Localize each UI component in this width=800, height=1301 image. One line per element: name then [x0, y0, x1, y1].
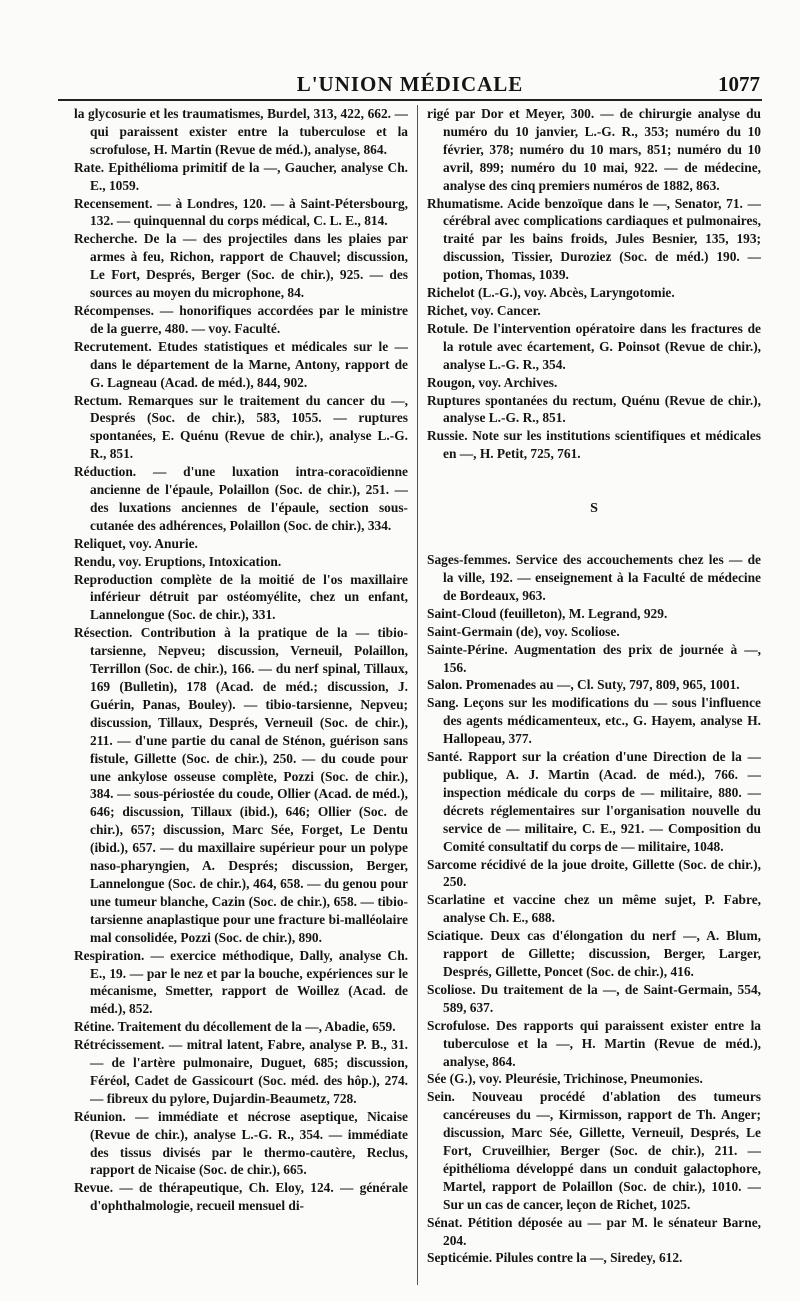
right-column — [427, 105, 761, 1285]
index-entry: Résection. Contribution à la pratique de la — tibio-tarsienne, Nepveu; discussion, Verneuil, Polaillon, Terrillon (Soc. de chir.), 166. — du nerf spinal, Tillaux, 169 (Bulletin), 178 (Acad. de méd.; discussion, J. Guérin, Panas, Bouley). — tibio-tarsienne, Nepveu; discussion, Tillaux, Després, Verneuil (Soc. de chir.), 211. — d'une partie du canal de Sténon, guérison sans fistule, Gillette (Soc. de chir.), 250. — du coude pour une ankylose osseuse complète, Pozzi (Soc. de chir.), 384. — sous-périostée du coude, Ollier (Acad. de méd.), 646; discussion, Tillaux (ibid.), 646; Ollier (Soc. de chir.), 657; discussion, Marc Sée, Forget, Le Dentu (ibid.), 657. — du maxillaire supérieur pour un polype naso-pharyngien, A. Després; discussion, Berger, Lannelongue (Soc. de chir.), 464, 658. — du genou pour une tumeur blanche, Cazin (Soc. de chir.), 658. — tibio-tarsienne anaplastique pour une fracture bi-malléolaire mal consolidée, Pozzi (Soc. de chir.), 890. — [74, 625, 408, 945]
index-entry: la glycosurie et les traumatismes, Burdel, 313, 422, 662. — qui paraissent exister entre la tuberculose et la scrofulose, H. Martin (Revue de méd.), analyse, 864. — [74, 106, 408, 157]
index-entry: Sée (G.), voy. Pleurésie, Trichinose, Pneumonies. — [427, 1071, 703, 1087]
index-entry: Reliquet, voy. Anurie. — [74, 535, 198, 551]
index-entry: Récompenses. — honorifiques accordées par le ministre de la guerre, 480. — voy. Faculté. — [74, 302, 408, 336]
index-entry: Ruptures spontanées du rectum, Quénu (Revue de chir.), analyse L.-G. R., 851. — [427, 392, 761, 426]
index-entry: Rendu, voy. Eruptions, Intoxication. — [74, 553, 282, 569]
index-entry: Saint-Cloud (feuilleton), M. Legrand, 929. — [427, 605, 668, 621]
index-entry: Sénat. Pétition déposée au — par M. le sénateur Barne, 204. — [427, 1214, 761, 1248]
index-entry: Richet, voy. Cancer. — [427, 302, 541, 318]
index-entry: Richelot (L.-G.), voy. Abcès, Laryngotomie. — [427, 285, 675, 301]
index-entry: Rétrécissement. — mitral latent, Fabre, analyse P. B., 31. — de l'artère pulmonaire, Duguet, 685; discussion, Féréol, Cadet de Gassicourt (Soc. méd. des hôp.), 274. — fibreux du pylore, Dujardin-Beaumetz, 728. — [74, 1037, 408, 1106]
index-entry: Russie. Note sur les institutions scientifiques et médicales en —, H. Petit, 725, 761. — [427, 428, 761, 462]
index-entry: rigé par Dor et Meyer, 300. — de chirurgie analyse du numéro du 10 janvier, L.-G. R., 353; numéro du 10 février, 378; numéro du 10 mars, 851; numéro du 10 avril, 899; numéro du 10 mai, 922. — de médecine, analyse des cinq premiers numéros de 1882, 863. — [427, 106, 761, 193]
index-entry: Recrutement. Etudes statistiques et médicales sur le — dans le département de la Marne, Antony, rapport de G. Lagneau (Acad. de méd.), 844, 902. — [74, 338, 408, 390]
index-entry: Saint-Germain (de), voy. Scoliose. — [427, 623, 620, 639]
index-entry: Réunion. — immédiate et nécrose aseptique, Nicaise (Revue de chir.), analyse L.-G. R., 354. — immédiate des tissus divisés par le thermo-cautère, Reclus, rapport de Nicaise (Soc. de chir.), 665. — [74, 1108, 408, 1178]
index-entry: Reproduction complète de la moitié de l'os maxillaire inférieur détruit par ostéomyélite, chez un enfant, Lannelongue (Soc. de chir.), 331. — [74, 571, 408, 623]
header-rule — [58, 99, 762, 101]
index-entry: Rougon, voy. Archives. — [427, 374, 558, 390]
index-entry: Sarcome récidivé de la joue droite, Gillette (Soc. de chir.), 250. — [427, 856, 761, 890]
index-entry: Rhumatisme. Acide benzoïque dans le —, Senator, 71. — cérébral avec complications cardiaques et pulmonaires, traité par les bains froids, Jules Besnier, 135, 193; discussion, Tissier, Duroziez (Soc. de méd.) 190. — potion, Thomas, 1039. — [427, 195, 761, 283]
index-entry: Sages-femmes. Service des accouchements chez les — de la ville, 192. — enseignement à la Faculté de médecine de Bordeaux, 963. — [427, 552, 761, 603]
index-entry: Septicémie. Pilules contre la —, Siredey, 612. — [427, 1250, 683, 1266]
index-entry: Recherche. De la — des projectiles dans les plaies par armes à feu, Richon, rapport de Chauvel; discussion, Le Fort, Després, Berger (Soc. de chir.), 925. — des sources au moyen du microphone, 84. — [74, 231, 408, 301]
left-column — [74, 105, 408, 1285]
index-columns — [74, 105, 764, 1285]
index-entry: Respiration. — exercice méthodique, Dally, analyse Ch. E., 19. — par le nez et par la bouche, expériences sur le mécanisme, Smetter, rapport de Woillez (Acad. de méd.), 852. — [74, 947, 408, 1017]
index-entry: Sein. Nouveau procédé d'ablation des tumeurs cancéreuses du —, Kirmisson, rapport de Th. Anger; discussion, Marc Sée, Gillette, Verneuil, Després, Le Fort, Cruveilhier, Berger (Soc. de chir.), 211. — épithélioma développé dans un conduit galactophore, Martel, rapport de Polaillon (Soc. de chir.), 1010. — Sur un cas de cancer, leçon de Richet, 1025. — [427, 1089, 761, 1212]
section-letter: S — [590, 501, 598, 517]
index-entry: Rectum. Remarques sur le traitement du cancer du —, Després (Soc. de chir.), 583, 1055. — ruptures spontanées, E. Quénu (Revue de chir.), analyse L.-G. R., 851. — [74, 392, 408, 462]
index-entry: Scrofulose. Des rapports qui paraissent exister entre la tuberculose et la —, H. Martin (Revue de méd.), analyse, 864. — [427, 1017, 761, 1069]
page-header — [60, 72, 760, 98]
section-spacer — [427, 527, 761, 551]
index-entry: Santé. Rapport sur la création d'une Direction de la — publique, A. J. Martin (Acad. de méd.), 766. — inspection médicale du corps de — militaire, 880. — décrets réglementaires sur l'organisation nouvelle du service de — militaire, C. E., 921. — Composition du Comité consultatif du corps de — militaire, 1048. — [427, 749, 761, 854]
running-title: L'UNION MÉDICALE — [296, 72, 524, 96]
page-number: 1077 — [718, 72, 760, 96]
index-entry: Revue. — de thérapeutique, Ch. Eloy, 124. — générale d'ophthalmologie, recueil mensuel di- — [74, 1180, 408, 1214]
index-entry: Rétine. Traitement du décollement de la —, Abadie, 659. — [74, 1019, 396, 1035]
column-divider — [417, 105, 418, 1285]
section-spacer — [427, 463, 761, 487]
index-entry: Scarlatine et vaccine chez un même sujet, P. Fabre, analyse Ch. E., 688. — [427, 892, 761, 926]
index-entry: Scoliose. Du traitement de la —, de Saint-Germain, 554, 589, 637. — [427, 981, 761, 1015]
index-entry: Sainte-Périne. Augmentation des prix de journée à —, 156. — [427, 641, 761, 675]
index-entry: Réduction. — d'une luxation intra-coracoïdienne ancienne de l'épaule, Polaillon (Soc. de chir.), 251. — des luxations anciennes de l'épaule, section sous-cutanée des adhérences, Polaillon (Soc. de chir.), 334. — [74, 464, 408, 533]
index-entry: Salon. Promenades au —, Cl. Suty, 797, 809, 965, 1001. — [427, 677, 740, 693]
index-entry: Sciatique. Deux cas d'élongation du nerf —, A. Blum, rapport de Gillette; discussion, Berger, Larger, Després, Gillette, Poncet (Soc. de chir.), 416. — [427, 928, 761, 979]
index-entry: Rotule. De l'intervention opératoire dans les fractures de la rotule avec écartement, G. Poinsot (Revue de chir.), analyse L.-G. R., 354. — [427, 320, 761, 372]
index-entry: Recensement. — à Londres, 120. — à Saint-Pétersbourg, 132. — quinquennal du corps médical, C. L. E., 814. — [74, 195, 408, 229]
index-entry: Sang. Leçons sur les modifications du — sous l'influence des agents médicamenteux, etc., G. Hayem, analyse H. Hallopeau, 377. — [427, 695, 761, 747]
index-entry: Rate. Epithélioma primitif de la —, Gaucher, analyse Ch. E., 1059. — [74, 159, 408, 193]
